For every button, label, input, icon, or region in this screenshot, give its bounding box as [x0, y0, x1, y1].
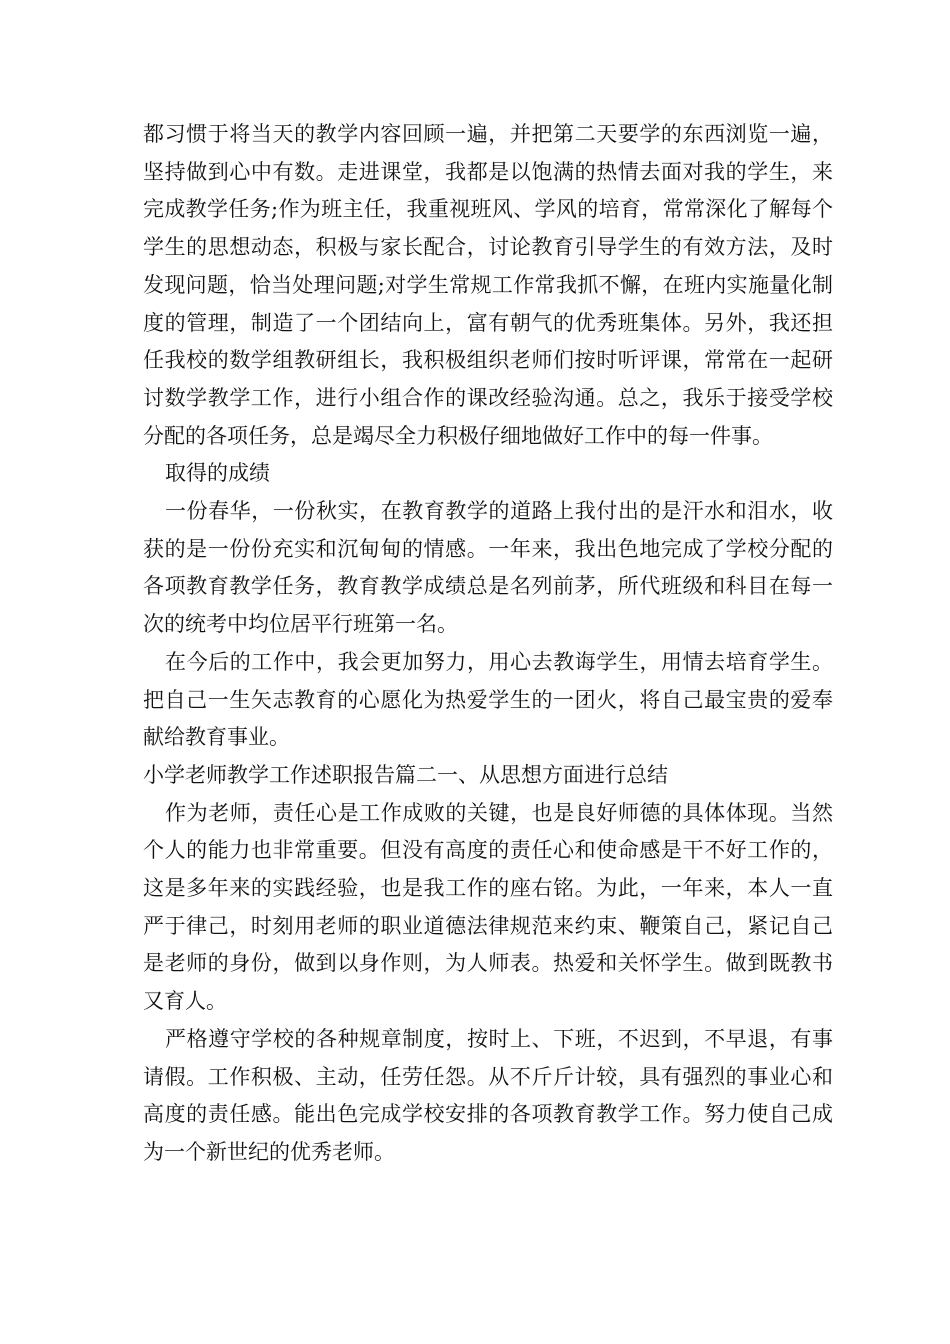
- document-body: [143, 116, 833, 1172]
- paragraph-teaching-routine: 都习惯于将当天的教学内容回顾一遍，并把第二天要学的东西浏览一遍，坚持做到心中有数。走进课堂，我都是以饱满的热情去面对我的学生，来完成教学任务;作为班主任，我重视班风、学风的培育，常常深化了解每个学生的思想动态，积极与家长配合，讨论教育引导学生的有效方法，及时发现问题，恰当处理问题;对学生常规工作常我抓不懈，在班内实施量化制度的管理，制造了一个团结向上，富有朝气的优秀班集体。另外，我还担任我校的数学组教研组长，我积极组织老师们按时听评课，常常在一起研讨数学教学工作，进行小组合作的课改经验沟通。总之，我乐于接受学校分配的各项任务，总是竭尽全力积极仔细地做好工作中的每一件事。: [143, 122, 833, 448]
- paragraph-discipline: 严格遵守学校的各种规章制度，按时上、下班，不迟到，不早退，有事请假。工作积极、主动，任劳任怨。从不斤斤计较，具有强烈的事业心和高度的责任感。能出色完成学校安排的各项教育教学工作。努力使自己成为一个新世纪的优秀老师。: [143, 1026, 833, 1164]
- paragraph-achievements: 一份春华，一份秋实，在教育教学的道路上我付出的是汗水和泪水，收获的是一份份充实和沉甸甸的情感。一年来，我出色地完成了学校分配的各项教育教学任务，教育教学成绩总是名列前茅，所代班级和科目在每一次的统考中均位居平行班第一名。: [143, 499, 833, 637]
- report-heading-part-two: [143, 757, 833, 795]
- subheading-ideology: 一、从思想方面进行总结: [437, 762, 668, 787]
- paragraph-future-work: 在今后的工作中，我会更加努力，用心去教诲学生，用情去培育学生。把自己一生矢志教育的心愿化为热爱学生的一团火，将自己最宝贵的爱奉献给教育事业。: [143, 649, 833, 750]
- section-title-achievements: 取得的成绩: [165, 461, 271, 486]
- report-title-part-two: 小学老师教学工作述职报告篇二: [143, 762, 437, 787]
- paragraph-responsibility: 作为老师，责任心是工作成败的关键，也是良好师德的具体体现。当然个人的能力也非常重要。但没有高度的责任心和使命感是干不好工作的，这是多年来的实践经验，也是我工作的座右铭。为此，一年来，本人一直严于律己，时刻用老师的职业道德法律规范来约束、鞭策自己，紧记自己是老师的身份，做到以身作则，为人师表。热爱和关怀学生。做到既教书又育人。: [143, 800, 833, 1014]
